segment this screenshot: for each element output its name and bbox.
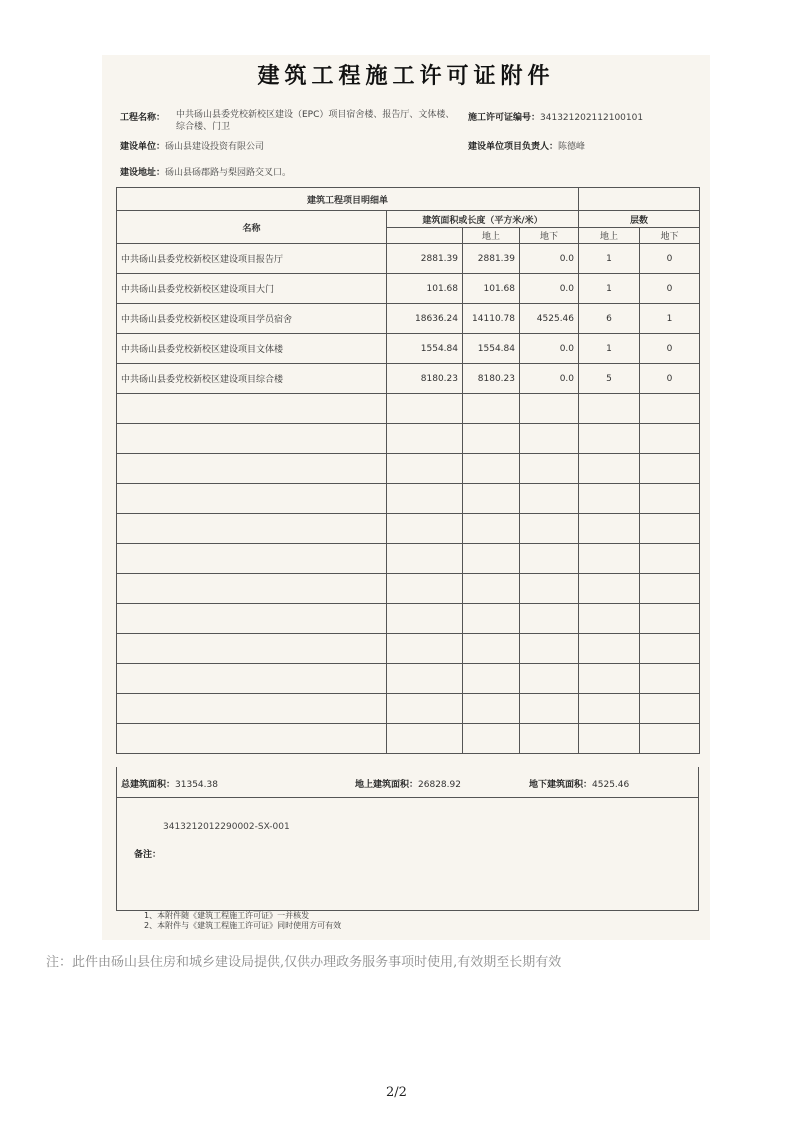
remarks-code: 3413212012290002-SX-001 — [163, 822, 290, 832]
project-name-label: 工程名称： — [120, 113, 166, 123]
subheader-area-above: 地上 — [463, 228, 520, 244]
note-2: 2、本附件与《建筑工程施工许可证》同时使用方可有效 — [144, 921, 342, 930]
project-name-line2: 综合楼、门卫 — [176, 122, 231, 132]
row-floors-above-cell — [579, 604, 640, 634]
row-above-area-cell: 8180.23 — [463, 364, 520, 394]
row-below-area-cell — [520, 634, 579, 664]
row-above-area-cell — [463, 424, 520, 454]
row-below-area-cell — [520, 574, 579, 604]
row-floors-above-cell: 5 — [579, 364, 640, 394]
row-total-area-cell — [387, 634, 463, 664]
row-total-area-cell — [387, 604, 463, 634]
table-row — [117, 574, 700, 604]
above-ground-area-value: 26828.92 — [418, 780, 461, 790]
row-floors-above-cell — [579, 694, 640, 724]
total-area-value: 31354.38 — [175, 780, 218, 790]
row-total-area-cell — [387, 454, 463, 484]
row-floors-above-cell: 6 — [579, 304, 640, 334]
row-above-area-cell — [463, 664, 520, 694]
table-caption: 建筑工程项目明细单 — [117, 188, 579, 211]
row-above-area-cell — [463, 604, 520, 634]
total-area-field — [121, 777, 218, 790]
row-below-area-cell — [520, 514, 579, 544]
row-floors-below-cell — [640, 664, 700, 694]
row-floors-below-cell: 0 — [640, 334, 700, 364]
row-below-area-cell — [520, 604, 579, 634]
table-row — [117, 694, 700, 724]
subheader-floors-above: 地上 — [579, 228, 640, 244]
row-above-area-cell — [463, 394, 520, 424]
row-above-area-cell — [463, 544, 520, 574]
table-row — [117, 424, 700, 454]
row-below-area-cell — [520, 394, 579, 424]
row-name-cell: 中共砀山县委党校新校区建设项目学员宿舍 — [117, 304, 387, 334]
note-1: 1、本附件随《建筑工程施工许可证》一并核发 — [144, 911, 310, 920]
row-name-cell — [117, 514, 387, 544]
row-name-cell — [117, 724, 387, 754]
row-floors-below-cell — [640, 544, 700, 574]
row-floors-below-cell — [640, 724, 700, 754]
row-above-area-cell — [463, 454, 520, 484]
row-above-area-cell: 14110.78 — [463, 304, 520, 334]
row-floors-above-cell — [579, 574, 640, 604]
row-below-area-cell — [520, 664, 579, 694]
row-below-area-cell — [520, 724, 579, 754]
row-floors-below-cell: 0 — [640, 244, 700, 274]
row-name-cell — [117, 394, 387, 424]
row-name-cell — [117, 484, 387, 514]
row-name-cell: 中共砀山县委党校新校区建设项目大门 — [117, 274, 387, 304]
row-below-area-cell: 0.0 — [520, 274, 579, 304]
row-name-cell — [117, 574, 387, 604]
table-row — [117, 664, 700, 694]
row-name-cell — [117, 694, 387, 724]
row-floors-below-cell: 0 — [640, 274, 700, 304]
table-row — [117, 724, 700, 754]
permit-number-label: 施工许可证编号： — [468, 113, 541, 123]
row-below-area-cell: 4525.46 — [520, 304, 579, 334]
row-name-cell — [117, 544, 387, 574]
above-ground-area-label: 地上建筑面积： — [355, 780, 419, 790]
row-floors-below-cell — [640, 484, 700, 514]
row-name-cell: 中共砀山县委党校新校区建设项目综合楼 — [117, 364, 387, 394]
row-floors-above-cell — [579, 724, 640, 754]
table-header-row — [117, 211, 700, 228]
row-total-area-cell — [387, 394, 463, 424]
row-name-cell — [117, 634, 387, 664]
row-below-area-cell: 0.0 — [520, 364, 579, 394]
below-ground-area-value: 4525.46 — [592, 780, 630, 790]
row-floors-above-cell — [579, 514, 640, 544]
row-above-area-cell — [463, 484, 520, 514]
row-above-area-cell — [463, 724, 520, 754]
remarks-label: 备注： — [134, 850, 162, 860]
table-row — [117, 604, 700, 634]
total-area-label: 总建筑面积： — [121, 780, 176, 790]
row-above-area-cell — [463, 574, 520, 604]
row-above-area-cell: 2881.39 — [463, 244, 520, 274]
row-below-area-cell — [520, 694, 579, 724]
builder-field — [120, 141, 264, 153]
row-name-cell — [117, 604, 387, 634]
row-floors-above-cell — [579, 484, 640, 514]
row-floors-above-cell: 1 — [579, 334, 640, 364]
row-floors-above-cell: 1 — [579, 244, 640, 274]
row-total-area-cell — [387, 694, 463, 724]
project-name-line1: 中共砀山县委党校新校区建设（EPC）项目宿舍楼、报告厅、文体楼、 — [176, 110, 455, 120]
address-field — [120, 167, 291, 179]
row-below-area-cell — [520, 484, 579, 514]
row-total-area-cell — [387, 484, 463, 514]
row-floors-above-cell — [579, 544, 640, 574]
row-below-area-cell — [520, 424, 579, 454]
table-row — [117, 454, 700, 484]
row-floors-below-cell — [640, 424, 700, 454]
row-floors-below-cell — [640, 604, 700, 634]
leader-value: 陈德峰 — [558, 142, 586, 152]
row-floors-below-cell: 1 — [640, 304, 700, 334]
row-floors-below-cell — [640, 454, 700, 484]
table-row — [117, 304, 700, 334]
row-total-area-cell — [387, 424, 463, 454]
table-row — [117, 334, 700, 364]
table-row — [117, 274, 700, 304]
row-floors-below-cell — [640, 574, 700, 604]
subheader-floors-below: 地下 — [640, 228, 700, 244]
totals-divider — [117, 797, 698, 798]
above-ground-area-field — [355, 777, 461, 790]
project-name-field — [120, 112, 165, 124]
document-title: 建筑工程施工许可证附件 — [257, 63, 555, 89]
row-total-area-cell — [387, 724, 463, 754]
page-number: 2/2 — [386, 1085, 407, 1100]
permit-attachment-sheet — [102, 55, 710, 940]
row-floors-below-cell — [640, 394, 700, 424]
row-total-area-cell — [387, 574, 463, 604]
row-name-cell — [117, 424, 387, 454]
row-floors-below-cell — [640, 634, 700, 664]
row-below-area-cell: 0.0 — [520, 334, 579, 364]
row-total-area-cell: 2881.39 — [387, 244, 463, 274]
permit-number-value: 341321202112100101 — [540, 113, 644, 123]
table-row — [117, 244, 700, 274]
below-ground-area-label: 地下建筑面积： — [529, 780, 593, 790]
table-row — [117, 634, 700, 664]
row-floors-above-cell — [579, 424, 640, 454]
builder-label: 建设单位： — [120, 142, 166, 152]
table-caption-row — [117, 188, 700, 211]
row-above-area-cell: 1554.84 — [463, 334, 520, 364]
validity-footer-note: 注：此件由砀山县住房和城乡建设局提供,仅供办理政务服务事项时使用,有效期至长期有效 — [46, 955, 562, 970]
attachment-notes — [144, 911, 341, 931]
row-above-area-cell — [463, 514, 520, 544]
row-above-area-cell — [463, 694, 520, 724]
row-total-area-cell: 1554.84 — [387, 334, 463, 364]
address-value: 砀山县砀郡路与梨园路交叉口。 — [165, 168, 292, 178]
table-row — [117, 364, 700, 394]
row-floors-below-cell: 0 — [640, 364, 700, 394]
subheader-area-below: 地下 — [520, 228, 579, 244]
below-ground-area-field — [529, 777, 629, 790]
row-floors-below-cell — [640, 514, 700, 544]
row-name-cell — [117, 454, 387, 484]
row-floors-above-cell — [579, 394, 640, 424]
row-below-area-cell: 0.0 — [520, 244, 579, 274]
row-above-area-cell — [463, 634, 520, 664]
totals-and-remarks-box — [116, 767, 699, 911]
column-header-name: 名称 — [117, 211, 387, 244]
builder-value: 砀山县建设投资有限公司 — [165, 142, 265, 152]
table-row — [117, 544, 700, 574]
column-header-floors: 层数 — [579, 211, 700, 228]
row-total-area-cell: 18636.24 — [387, 304, 463, 334]
row-total-area-cell — [387, 664, 463, 694]
project-detail-table — [116, 187, 700, 754]
table-row — [117, 484, 700, 514]
row-above-area-cell: 101.68 — [463, 274, 520, 304]
row-name-cell: 中共砀山县委党校新校区建设项目文体楼 — [117, 334, 387, 364]
row-floors-below-cell — [640, 694, 700, 724]
leader-label: 建设单位项目负责人： — [468, 142, 559, 152]
row-total-area-cell — [387, 514, 463, 544]
row-floors-above-cell — [579, 454, 640, 484]
row-name-cell: 中共砀山县委党校新校区建设项目报告厅 — [117, 244, 387, 274]
row-below-area-cell — [520, 454, 579, 484]
column-header-area: 建筑面积或长度（平方米/米） — [387, 211, 579, 228]
permit-number-field — [468, 112, 643, 124]
address-label: 建设地址： — [120, 168, 166, 178]
row-name-cell — [117, 664, 387, 694]
leader-field — [468, 141, 585, 153]
row-floors-above-cell — [579, 664, 640, 694]
row-total-area-cell — [387, 544, 463, 574]
table-row — [117, 394, 700, 424]
row-total-area-cell: 8180.23 — [387, 364, 463, 394]
row-floors-above-cell: 1 — [579, 274, 640, 304]
row-floors-above-cell — [579, 634, 640, 664]
row-below-area-cell — [520, 544, 579, 574]
row-total-area-cell: 101.68 — [387, 274, 463, 304]
table-row — [117, 514, 700, 544]
